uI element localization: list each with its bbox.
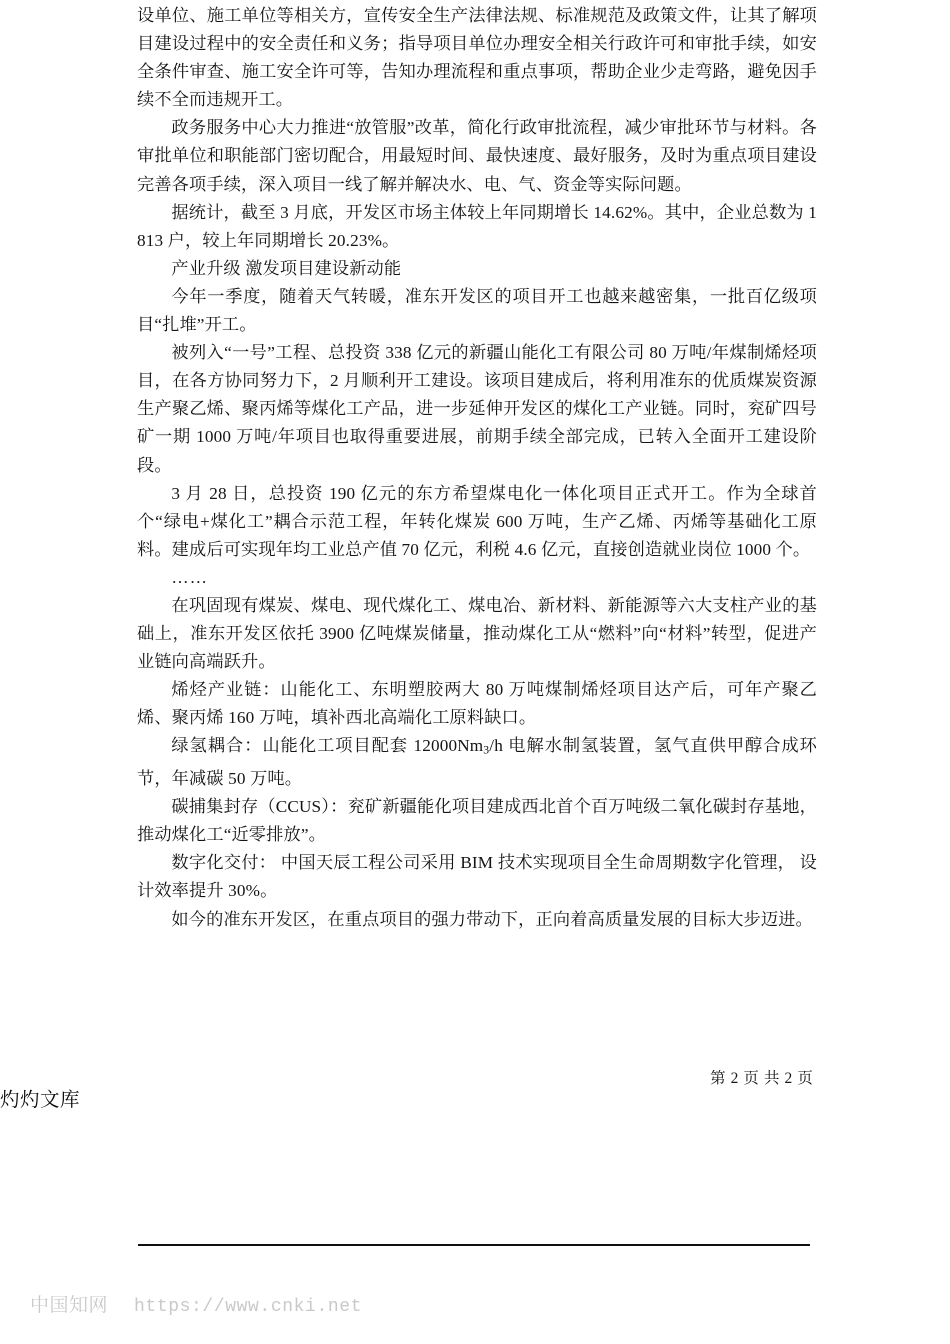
cnki-url[interactable]: https://www.cnki.net	[134, 1297, 363, 1317]
paragraph-green-hydrogen	[137, 732, 817, 793]
paragraph-3: 据统计，截至 3 月底，开发区市场主体较上年同期增长 14.62%。其中，企业总数为 1813 户，较上年同期增长 20.23%。	[137, 202, 817, 250]
section-heading-industry-upgrade: 产业升级 激发项目建设新动能	[171, 258, 402, 278]
paragraph-closing: 如今的准东开发区，在重点项目的强力带动下，正向着高质量发展的目标大步迈进。	[171, 909, 813, 929]
paragraph-ellipsis: ……	[171, 567, 209, 587]
green-hydrogen-text-after-subscript: /h 电解水制氢装置，氢气直供甲醇合成环节，年减碳 50 万吨。	[137, 736, 818, 789]
paragraph-digital-delivery: 数字化交付： 中国天辰工程公司采用 BIM 技术实现项目全生命周期数字化管理， 设计效率提升 30%。	[137, 853, 817, 901]
green-hydrogen-subscript: 3	[483, 744, 490, 757]
cnki-brand-name: 中国知网	[30, 1295, 109, 1316]
paragraph-olefin-chain: 烯烃产业链：山能化工、东明塑胶两大 80 万吨煤制烯烃项目达产后，可年产聚乙烯、聚丙烯 160 万吨，填补西北高端化工原料缺口。	[137, 680, 817, 728]
green-hydrogen-text-before-subscript: 绿氢耦合：山能化工项目配套 12000Nm	[171, 736, 484, 756]
cnki-footer	[30, 1290, 362, 1317]
paragraph-5: 今年一季度，随着天气转暖，准东开发区的项目开工也越来越密集，一批百亿级项目“扎堆”开工。	[137, 286, 817, 335]
page-number-marker: 第 2 页 共 2 页	[710, 1070, 814, 1087]
paragraph-7: 3 月 28 日，总投资 190 亿元的东方希望煤电化一体化项目正式开工。作为全球首个“绿电+煤化工”耦合示范工程，年转化煤炭 600 万吨，生产乙烯、丙烯等基础化工原料。建成后可实现年均工业总产值 70 亿元，利税 4.6 亿元，直接创造就业岗位 1000 个。	[137, 483, 817, 559]
document-text-body	[137, 2, 817, 934]
watermark-library-name: 灼灼文库	[0, 1089, 81, 1111]
paragraph-6: 被列入“一号”工程、总投资 338 亿元的新疆山能化工有限公司 80 万吨/年煤制烯烃项目，在各方协同努力下，2 月顺利开工建设。该项目建成后，将利用准东的优质煤炭资源生产聚乙烯、聚丙烯等煤化工产品，进一步延伸开发区的煤化工产业链。同时，兖矿四号矿一期 1000 万吨/年项目也取得重要进展，前期手续全部完成，已转入全面开工建设阶段。	[137, 343, 817, 475]
footer-divider-rule	[138, 1244, 810, 1246]
paragraph-2: 政务服务中心大力推进“放管服”改革，简化行政审批流程，减少审批环节与材料。各审批单位和职能部门密切配合，用最短时间、最快速度、最好服务，及时为重点项目建设完善各项手续，深入项目一线了解并解决水、电、气、资金等实际问题。	[137, 118, 817, 194]
paragraph-1: 设单位、施工单位等相关方，宣传安全生产法律法规、标准规范及政策文件，让其了解项目建设过程中的安全责任和义务；指导项目单位办理安全相关行政许可和审批手续，如安全条件审查、施工安全许可等，告知办理流程和重点事项，帮助企业少走弯路，避免因手续不全而违规开工。	[137, 6, 817, 110]
paragraph-ccus: 碳捕集封存（CCUS）：兖矿新疆能化项目建成西北首个百万吨级二氧化碳封存基地，推动煤化工“近零排放”。	[137, 797, 817, 845]
paragraph-9: 在巩固现有煤炭、煤电、现代煤化工、煤电冶、新材料、新能源等六大支柱产业的基础上，准东开发区依托 3900 亿吨煤炭储量，推动煤化工从“燃料”向“材料”转型，促进产业链向高端跃升。	[137, 595, 817, 672]
